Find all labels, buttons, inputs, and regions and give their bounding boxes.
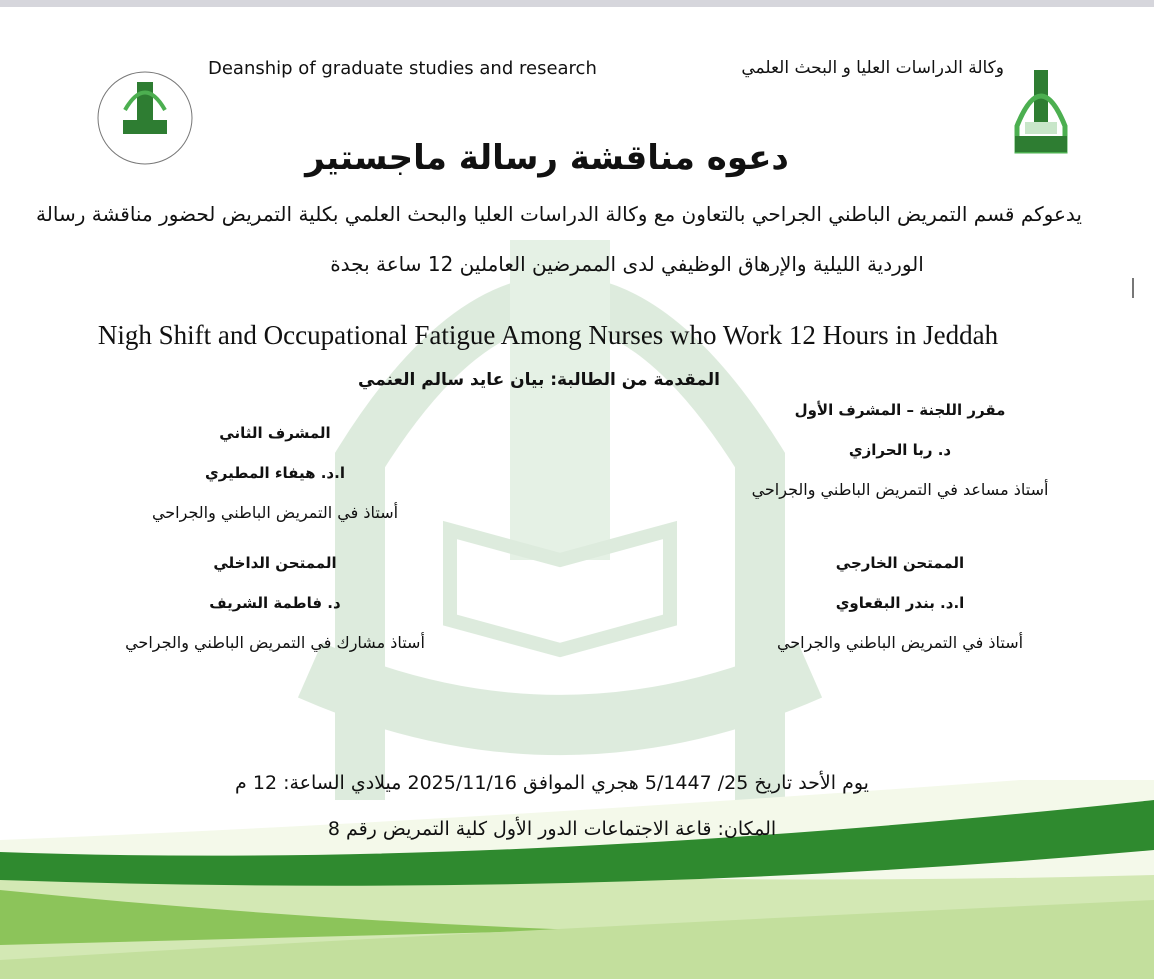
external-examiner <box>720 543 1080 663</box>
academic-title: أستاذ مساعد في التمريض الباطني والجراحي <box>751 480 1049 499</box>
role: مقرر اللجنة – المشرف الأول <box>794 401 1006 419</box>
presenter: المقدمة من الطالبة: بيان عايد سالم العنمي <box>358 370 720 390</box>
thesis-title-english: Nigh Shift and Occupational Fatigue Among Nurses who Work 12 Hours in Jeddah <box>97 320 999 350</box>
academic-title: أستاذ في التمريض الباطني والجراحي <box>776 633 1024 652</box>
academic-title: أستاذ مشارك في التمريض الباطني والجراحي <box>125 633 425 652</box>
arabic-header: وكالة الدراسات العليا و البحث العلمي <box>741 58 1004 78</box>
english-header: Deanship of graduate studies and research <box>208 58 597 79</box>
second-supervisor <box>95 413 455 533</box>
name: د. فاطمة الشريف <box>209 594 341 612</box>
role: الممتحن الداخلي <box>213 554 337 572</box>
role: الممتحن الخارجي <box>835 554 965 572</box>
name: ا.د. بندر البقعاوي <box>835 594 965 612</box>
event-date: يوم الأحد تاريخ 25/ 5/1447 هجري الموافق 2025/11/16 ميلادي الساعة: 12 م <box>235 772 869 794</box>
invitation-line-2: الوردية الليلية والإرهاق الوظيفي لدى الممرضين العاملين 12 ساعة بجدة <box>330 252 924 276</box>
green-wave-footer <box>0 780 1154 979</box>
name: د. ربا الحرازي <box>848 441 952 459</box>
name: ا.د. هيفاء المطيري <box>205 464 345 482</box>
scroll-indicator <box>1132 278 1134 298</box>
internal-examiner <box>95 543 455 663</box>
event-place: المكان: قاعة الاجتماعات الدور الأول كلية التمريض رقم 8 <box>327 818 777 840</box>
top-bar <box>0 0 1154 7</box>
academic-title: أستاذ في التمريض الباطني والجراحي <box>151 503 399 522</box>
invitation-line-1: يدعوكم قسم التمريض الباطني الجراحي بالتعاون مع وكالة الدراسات العليا والبحث العلمي بكلية التمريض لحضور مناقشة رسالة <box>36 202 1082 226</box>
role: المشرف الثاني <box>219 424 331 442</box>
first-supervisor <box>720 390 1080 510</box>
page-title: دعوه مناقشة رسالة ماجستير <box>305 138 789 178</box>
